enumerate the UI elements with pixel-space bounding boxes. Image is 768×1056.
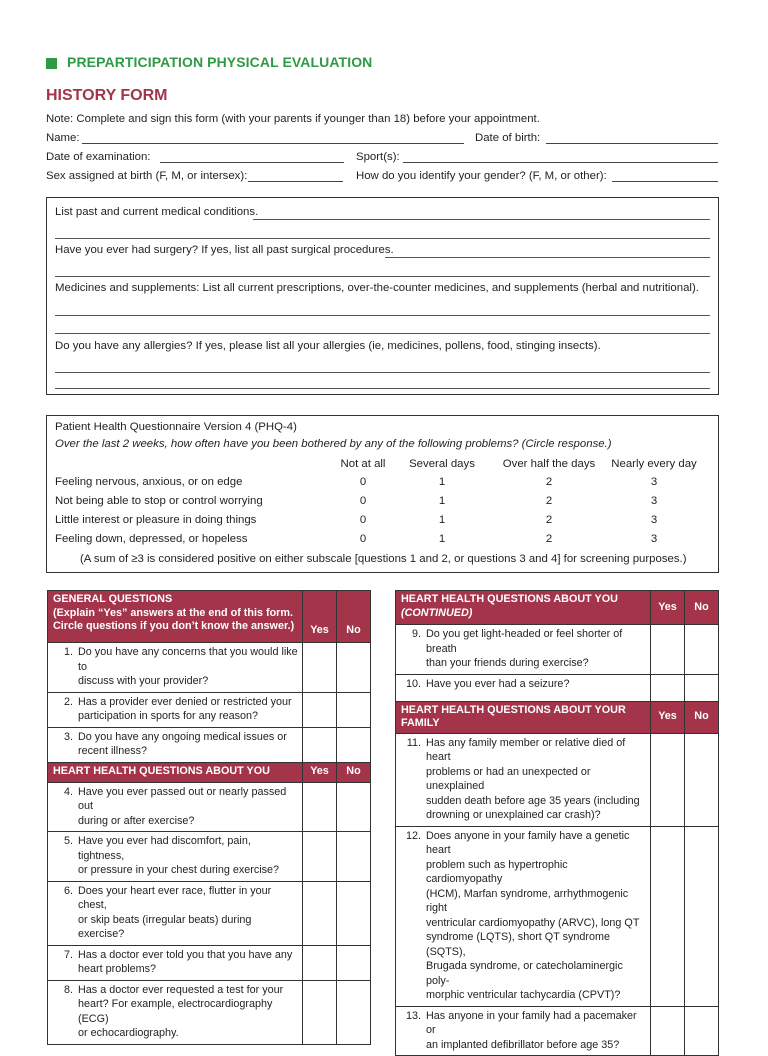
no-checkbox[interactable] [685,625,719,675]
surgery-line-2[interactable] [55,276,710,277]
phq4-score[interactable]: 3 [650,495,658,507]
yes-column-header: Yes [303,762,337,782]
phq4-score[interactable]: 3 [650,476,658,488]
phq4-score[interactable]: 3 [650,514,658,526]
no-column-header: No [337,591,371,643]
phq4-title: Patient Health Questionnaire Version 4 (PHQ-4) [55,421,297,433]
no-column-header: No [685,701,719,733]
gender-field[interactable] [612,181,718,182]
no-checkbox[interactable] [337,881,371,945]
surgery-line-1[interactable] [385,257,710,258]
gender-label: How do you identify your gender? (F, M, or other): [356,170,607,182]
question-7: 7. Has a doctor ever told you that you have any heart problems? [48,945,303,980]
form-note: Note: Complete and sign this form (with your parents if younger than 18) before your appointment. [46,113,540,125]
form-title: HISTORY FORM [46,87,168,104]
phq4-score[interactable]: 1 [438,533,446,545]
sports-label: Sport(s): [356,151,400,163]
exam-date-label: Date of examination: [46,151,151,163]
section-title: PREPARTICIPATION PHYSICAL EVALUATION [67,54,373,70]
yes-checkbox[interactable] [303,881,337,945]
yes-checkbox[interactable] [651,674,685,701]
phq4-col-nearly-every-day: Nearly every day [611,458,697,470]
yes-column-header: Yes [651,701,685,733]
phq4-subtitle: Over the last 2 weeks, how often have you been bothered by any of the following problems? (Circle response.) [55,438,612,450]
no-checkbox[interactable] [685,826,719,1006]
phq4-score[interactable]: 2 [545,476,553,488]
no-checkbox[interactable] [337,727,371,762]
question-5: 5. Have you ever had discomfort, pain, tightness, or pressure in your chest during exercise? [48,832,303,882]
phq4-score[interactable]: 0 [359,476,367,488]
yes-checkbox[interactable] [303,980,337,1044]
phq4-score[interactable]: 0 [359,533,367,545]
heart-health-header: HEART HEALTH QUESTIONS ABOUT YOU [48,762,303,782]
no-checkbox[interactable] [685,733,719,826]
phq4-score[interactable]: 2 [545,533,553,545]
yes-column-header: Yes [651,591,685,625]
phq4-row [55,492,263,510]
phq4-score[interactable]: 1 [438,476,446,488]
phq4-score[interactable]: 1 [438,514,446,526]
phq4-row-label: Feeling down, depressed, or hopeless [55,533,248,545]
sex-label: Sex assigned at birth (F, M, or intersex): [46,170,248,182]
medicines-line-2[interactable] [55,333,710,334]
general-questions-table [47,590,371,1045]
question-9: 9. Do you get light-headed or feel shorter of breath than your friends during exercise? [396,625,651,675]
question-6: 6. Does your heart ever race, flutter in your chest, or skip beats (irregular beats) during exercise? [48,881,303,945]
question-2: 2. Has a provider ever denied or restricted your participation in sports for any reason? [48,692,303,727]
no-checkbox[interactable] [337,782,371,832]
allergies-question: Do you have any allergies? If yes, please list all your allergies (ie, medicines, pollens, food, stinging insects). [55,340,601,352]
no-column-header: No [685,591,719,625]
phq4-row-label: Little interest or pleasure in doing things [55,514,257,526]
yes-checkbox[interactable] [651,1006,685,1056]
no-column-header: No [337,762,371,782]
exam-date-field[interactable] [160,162,344,163]
no-checkbox[interactable] [337,692,371,727]
question-4: 4. Have you ever passed out or nearly passed out during or after exercise? [48,782,303,832]
medical-history-box [46,197,719,395]
phq4-row [55,511,256,529]
medical-conditions-question: List past and current medical conditions. [55,206,259,218]
phq4-row [55,530,248,548]
medicines-line-1[interactable] [55,315,710,316]
section-marker-square [46,58,57,69]
header-line: GENERAL QUESTIONS [53,593,173,605]
medical-conditions-line-2[interactable] [55,238,710,239]
question-8: 8. Has a doctor ever requested a test for your heart? For example, electrocardiography (ECG) or echocardiography. [48,980,303,1044]
sex-field[interactable] [248,181,343,182]
heart-health-continued-header: HEART HEALTH QUESTIONS ABOUT YOU (CONTINUED) [396,591,651,625]
general-questions-header [48,591,303,643]
dob-field[interactable] [546,143,718,144]
yes-checkbox[interactable] [651,826,685,1006]
yes-checkbox[interactable] [303,643,337,693]
sports-field[interactable] [403,162,718,163]
yes-column-header: Yes [303,591,337,643]
family-heart-header: HEART HEALTH QUESTIONS ABOUT YOUR FAMILY [396,701,651,733]
yes-checkbox[interactable] [651,733,685,826]
dob-label: Date of birth: [475,132,541,144]
no-checkbox[interactable] [337,832,371,882]
no-checkbox[interactable] [337,945,371,980]
name-field[interactable] [82,143,464,144]
yes-checkbox[interactable] [303,692,337,727]
question-13: 13. Has anyone in your family had a pacemaker or an implanted defibrillator before age 35? [396,1006,651,1056]
question-11: 11. Has any family member or relative died of heart problems or had an unexpected or unexplained sudden death before age 35 years (including drowning or unexplained car crash)? [396,733,651,826]
phq4-col-several-days: Several days [409,458,475,470]
phq4-score[interactable]: 2 [545,514,553,526]
allergies-line-2[interactable] [55,388,710,389]
name-label: Name: [46,132,80,144]
phq4-score[interactable]: 2 [545,495,553,507]
no-checkbox[interactable] [337,980,371,1044]
yes-checkbox[interactable] [303,832,337,882]
yes-checkbox[interactable] [651,625,685,675]
surgery-question: Have you ever had surgery? If yes, list all past surgical procedures. [55,244,394,256]
phq4-score[interactable]: 1 [438,495,446,507]
phq4-col-over-half: Over half the days [502,458,596,470]
heart-family-questions-table [395,590,719,1056]
yes-checkbox[interactable] [303,727,337,762]
question-3: 3. Do you have any ongoing medical issues or recent illness? [48,727,303,762]
header-line: (Explain “Yes” answers at the end of this form. [53,606,293,619]
phq4-score[interactable]: 0 [359,495,367,507]
medicines-question: Medicines and supplements: List all current prescriptions, over-the-counter medicines, and supplements (herbal and nutritional). [55,282,699,294]
phq4-row [55,473,242,491]
yes-checkbox[interactable] [303,945,337,980]
phq4-col-not-at-all: Not at all [340,458,386,470]
no-checkbox[interactable] [337,643,371,693]
phq4-score[interactable]: 3 [650,533,658,545]
phq4-row-label: Feeling nervous, anxious, or on edge [55,476,243,488]
yes-checkbox[interactable] [303,782,337,832]
header-line: Circle questions if you don’t know the answer.) [53,620,295,632]
phq4-score[interactable]: 0 [359,514,367,526]
question-12: 12. Does anyone in your family have a genetic heart problem such as hypertrophic cardiomyopathy (HCM), Marfan syndrome, arrhythmogenic right ventricular cardiomyopathy (ARVC), long QT syndrome (LQTS), short QT syndrome (SQTS), Brugada syndrome, or catecholaminergic poly- morphic ventricular tachycardia (CPVT)? [396,826,651,1006]
question-1: 1. Do you have any concerns that you would like to discuss with your provider? [48,643,303,693]
medical-conditions-line-1[interactable] [253,219,710,220]
question-10: 10. Have you ever had a seizure? [396,674,651,701]
no-checkbox[interactable] [685,1006,719,1056]
no-checkbox[interactable] [685,674,719,701]
phq4-footnote: (A sum of ≥3 is considered positive on either subscale [questions 1 and 2, or questions 3 and 4] for screening purposes.) [80,553,687,565]
allergies-line-1[interactable] [55,372,710,373]
phq4-row-label: Not being able to stop or control worrying [55,495,263,507]
